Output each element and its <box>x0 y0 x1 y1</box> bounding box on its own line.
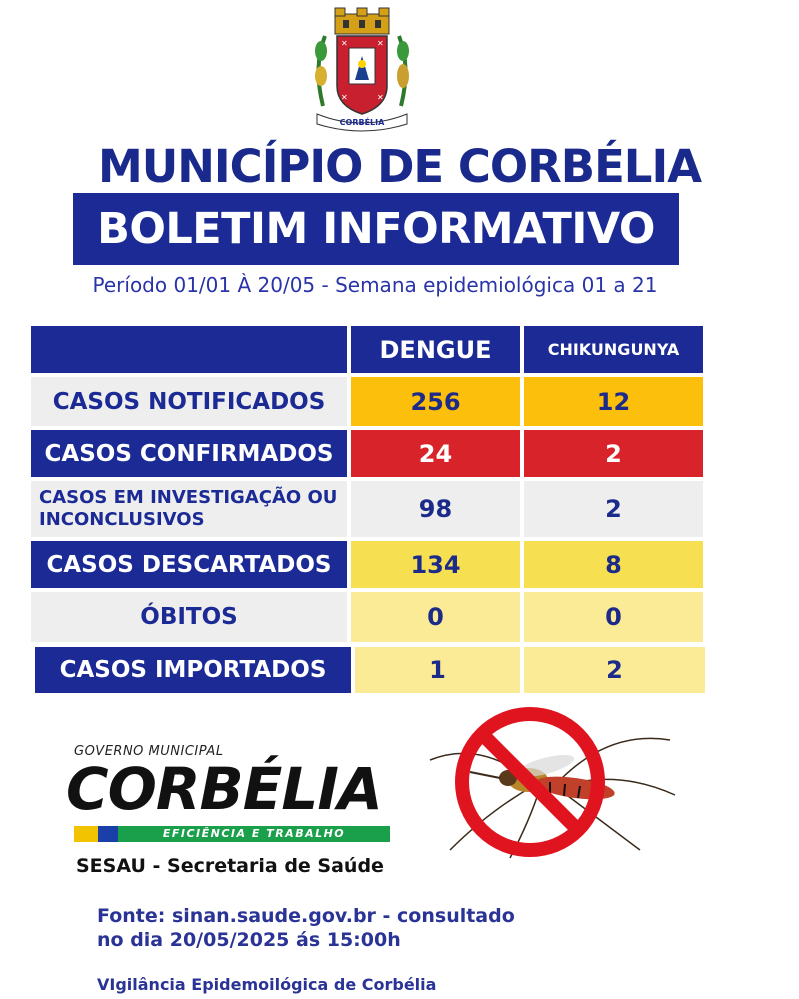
svg-text:✕: ✕ <box>377 93 384 102</box>
cell-dengue-obitos: 0 <box>351 592 520 642</box>
source-line-1: Fonte: sinan.saude.gov.br - consultado <box>97 905 515 927</box>
row-label-notificados: CASOS NOTIFICADOS <box>31 377 347 426</box>
cell-dengue-investigacao: 98 <box>351 481 520 537</box>
row-label-confirmados: CASOS CONFIRMADOS <box>31 430 347 477</box>
svg-text:✕: ✕ <box>377 39 384 48</box>
crest-ribbon-text: CORBÉLIA <box>339 118 385 127</box>
cell-chik-descartados: 8 <box>524 541 703 588</box>
svg-text:✕: ✕ <box>341 93 348 102</box>
logo-bar-yellow <box>74 826 98 842</box>
page-title: MUNICÍPIO DE CORBÉLIA <box>97 140 702 193</box>
cell-chik-investigacao: 2 <box>524 481 703 537</box>
source-line-2: no dia 20/05/2025 ás 15:00h <box>97 929 401 951</box>
row-label-obitos: ÓBITOS <box>31 592 347 642</box>
no-mosquito-icon <box>420 700 680 860</box>
cell-chik-importados: 2 <box>524 647 705 693</box>
bulletin-title: BOLETIM INFORMATIVO <box>73 193 679 265</box>
cell-chik-confirmados: 2 <box>524 430 703 477</box>
cell-dengue-descartados: 134 <box>351 541 520 588</box>
vigilance-credit: VIgilância Epidemoilógica de Corbélia <box>97 975 437 994</box>
source-note <box>97 904 515 952</box>
coat-of-arms-icon <box>303 6 421 132</box>
row-label-investigacao: CASOS EM INVESTIGAÇÃO OU INCONCLUSIVOS <box>31 481 347 537</box>
logo-wordmark: CORBÉLIA <box>66 755 382 823</box>
svg-text:✕: ✕ <box>341 39 348 48</box>
logo-slogan: EFICIÊNCIA E TRABALHO <box>162 827 346 840</box>
cell-chik-notificados: 12 <box>524 377 703 426</box>
logo-bar-blue <box>98 826 118 842</box>
cell-dengue-importados: 1 <box>355 647 520 693</box>
table-header-blank <box>31 326 347 373</box>
column-header-chikungunya: CHIKUNGUNYA <box>524 326 703 373</box>
column-header-dengue: DENGUE <box>351 326 520 373</box>
period-text: Período 01/01 À 20/05 - Semana epidemiológica 01 a 21 <box>92 273 658 297</box>
logo-small-text: GOVERNO MUNICIPAL <box>74 744 224 759</box>
department-name: SESAU - Secretaria de Saúde <box>76 855 384 877</box>
cell-chik-obitos: 0 <box>524 592 703 642</box>
row-label-importados: CASOS IMPORTADOS <box>35 647 351 693</box>
row-label-descartados: CASOS DESCARTADOS <box>31 541 347 588</box>
cell-dengue-notificados: 256 <box>351 377 520 426</box>
cell-dengue-confirmados: 24 <box>351 430 520 477</box>
